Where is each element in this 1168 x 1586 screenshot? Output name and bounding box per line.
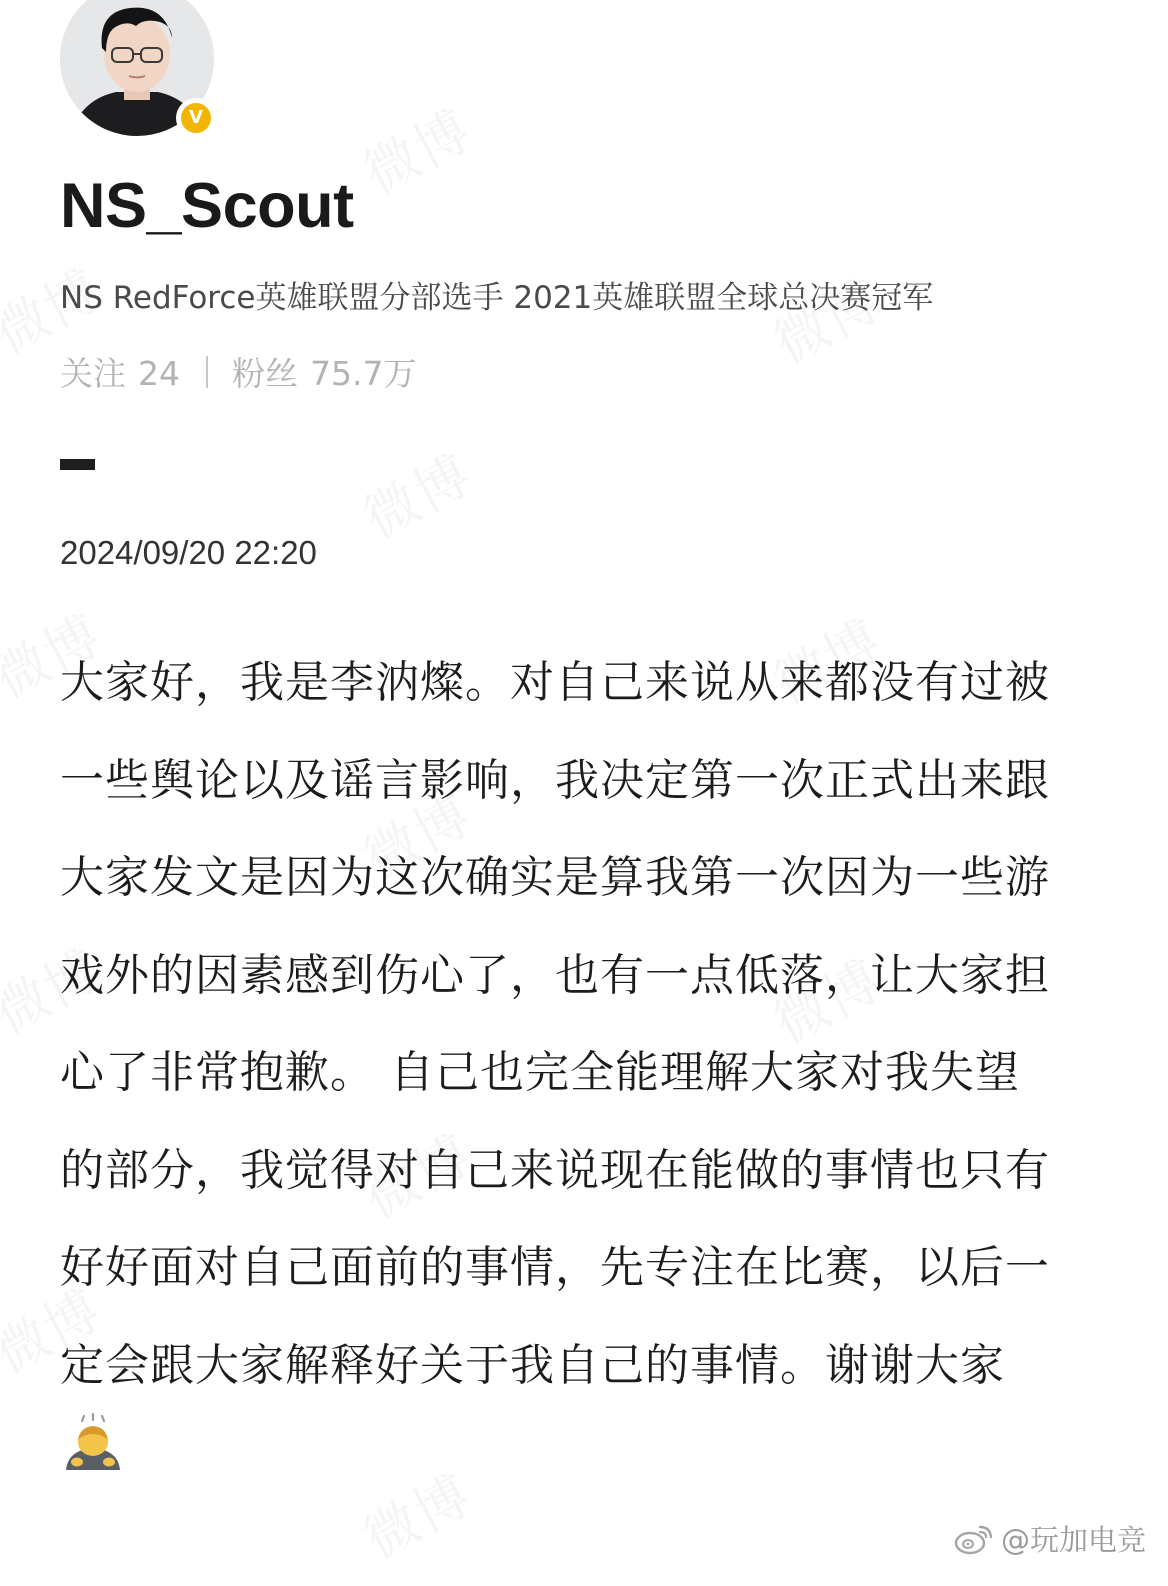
post-text-line: 戏外的因素感到伤心了，也有一点低落，让大家担: [60, 949, 1050, 1001]
section-divider: [60, 459, 95, 470]
watermark: [348, 1453, 483, 1574]
post-content: [60, 634, 1110, 1414]
verified-icon: V: [181, 103, 211, 133]
followers-stat[interactable]: [232, 348, 416, 395]
source-credit: [953, 1518, 1146, 1559]
following-stat[interactable]: [60, 348, 180, 395]
weibo-logo-icon: [953, 1522, 995, 1556]
following-count: 24: [138, 354, 180, 393]
post-timestamp: 2024/09/20 22:20: [60, 534, 317, 571]
followers-label: 粉丝: [232, 354, 298, 393]
post-text-line: 大家发文是因为这次确实是算我第一次因为一些游: [60, 852, 1050, 903]
watermark: [758, 258, 893, 379]
followers-count: 75.7万: [310, 354, 417, 393]
source-credit-text: @玩加电竞: [1000, 1523, 1146, 1557]
stats-divider: [206, 356, 208, 388]
profile-name: NS_Scout: [60, 171, 354, 241]
post-text-line: 的部分，我觉得对自己来说现在能做的事情也只有: [60, 1144, 1050, 1196]
person-bowing-emoji-icon: [60, 1410, 126, 1476]
following-label: 关注: [60, 354, 126, 393]
post-text-line: 大家好，我是李汭燦。对自己来说从来都没有过被: [60, 657, 1050, 708]
post-text-line: 心了非常抱歉。 自己也完全能理解大家对我失望: [60, 1047, 1020, 1098]
profile-stats: [60, 348, 416, 395]
verified-badge: [176, 98, 216, 138]
post-text-line: 好好面对自己面前的事情，先专注在比赛，以后一: [60, 1242, 1050, 1293]
watermark: [348, 433, 483, 554]
watermark: [348, 88, 483, 209]
profile-bio: NS RedForce英雄联盟分部选手 2021英雄联盟全球总决赛冠军: [60, 280, 934, 316]
post-text-line: 定会跟大家解释好关于我自己的事情。谢谢大家: [60, 1339, 1005, 1391]
post-text-line: 一些舆论以及谣言影响，我决定第一次正式出来跟: [60, 754, 1050, 806]
